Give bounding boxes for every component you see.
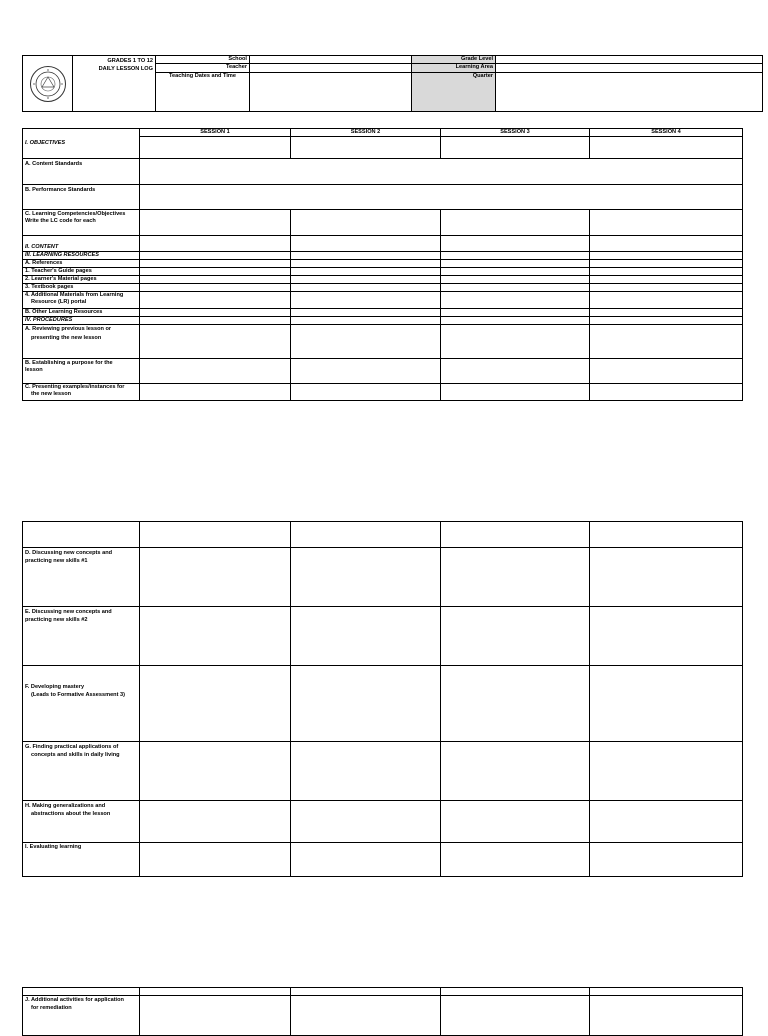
procedures-s4[interactable] <box>590 317 743 325</box>
grade-level-label: Grade Level <box>412 56 496 64</box>
additional-line-2: Resource (LR) portal <box>31 299 87 305</box>
procedure-f-line-1: F. Developing mastery <box>25 684 85 690</box>
resources-s4[interactable] <box>590 252 743 260</box>
deped-seal-cell <box>23 56 73 112</box>
objectives-label: I. OBJECTIVES <box>23 129 140 159</box>
session-4-header: SESSION 4 <box>590 129 743 137</box>
procedure-a-s2[interactable] <box>291 325 441 359</box>
dates-label: Teaching Dates and Time <box>156 72 250 111</box>
competencies-line-1: C. Learning Competencies/Objectives <box>25 211 126 217</box>
learning-area-label: Learning Area <box>412 64 496 72</box>
procedure-g-label <box>23 742 140 801</box>
procedure-b-s3[interactable] <box>441 359 590 384</box>
procedure-c-s4[interactable] <box>590 384 743 401</box>
procedure-a-s1[interactable] <box>140 325 291 359</box>
references-s3[interactable] <box>441 260 590 268</box>
procedure-g-s1[interactable] <box>140 742 291 801</box>
performance-standards-field[interactable] <box>140 185 743 210</box>
procedure-h-s1[interactable] <box>140 801 291 843</box>
resources-s3[interactable] <box>441 252 590 260</box>
procedure-b-line-2: lesson <box>25 367 43 373</box>
content-s4[interactable] <box>590 236 743 252</box>
procedure-b-s4[interactable] <box>590 359 743 384</box>
procedures-s1[interactable] <box>140 317 291 325</box>
procedure-f-line-2: (Leads to Formative Assessment 3) <box>31 692 125 698</box>
additional-s2[interactable] <box>291 292 441 309</box>
objectives-s3[interactable] <box>441 137 590 159</box>
objectives-s4[interactable] <box>590 137 743 159</box>
procedure-c-s2[interactable] <box>291 384 441 401</box>
procedure-a-s4[interactable] <box>590 325 743 359</box>
resources-s1[interactable] <box>140 252 291 260</box>
other-resources-label: B. Other Learning Resources <box>23 309 140 317</box>
procedure-i-s2[interactable] <box>291 843 441 877</box>
teachers-guide-s3[interactable] <box>441 268 590 276</box>
procedure-b-line-1: B. Establishing a purpose for the <box>25 360 113 366</box>
procedure-d-s1[interactable] <box>140 548 291 607</box>
procedure-f-s1[interactable] <box>140 666 291 742</box>
competencies-s3[interactable] <box>441 210 590 236</box>
procedures-s2[interactable] <box>291 317 441 325</box>
performance-standards-label: B. Performance Standards <box>23 185 140 210</box>
content-s1[interactable] <box>140 236 291 252</box>
teachers-guide-s4[interactable] <box>590 268 743 276</box>
other-resources-s4[interactable] <box>590 309 743 317</box>
lesson-table-3 <box>22 987 743 1036</box>
textbook-s1[interactable] <box>140 284 291 292</box>
procedure-f-s3[interactable] <box>441 666 590 742</box>
procedures-label: IV. PROCEDURES <box>23 317 140 325</box>
competencies-label <box>23 210 140 236</box>
lesson-log-title <box>73 56 156 112</box>
continuation-s4[interactable] <box>590 522 743 548</box>
procedure-d-s3[interactable] <box>441 548 590 607</box>
procedure-d-s2[interactable] <box>291 548 441 607</box>
lesson-table-2 <box>22 521 743 877</box>
other-resources-s1[interactable] <box>140 309 291 317</box>
textbook-s4[interactable] <box>590 284 743 292</box>
content-s3[interactable] <box>441 236 590 252</box>
quarter-label: Quarter <box>412 72 496 111</box>
textbook-label: 3. Textbook pages <box>23 284 140 292</box>
procedure-e-s3[interactable] <box>441 607 590 666</box>
procedure-h-s2[interactable] <box>291 801 441 843</box>
procedure-c-s1[interactable] <box>140 384 291 401</box>
quarter-field[interactable] <box>496 72 763 111</box>
procedure-j-s1[interactable] <box>140 996 291 1036</box>
learners-material-s4[interactable] <box>590 276 743 284</box>
procedure-h-s3[interactable] <box>441 801 590 843</box>
additional-s4[interactable] <box>590 292 743 309</box>
competencies-s2[interactable] <box>291 210 441 236</box>
additional-line-1: 4. Additional Materials from Learning <box>25 292 124 298</box>
title-line-1: GRADES 1 TO 12 <box>107 58 153 64</box>
textbook-s3[interactable] <box>441 284 590 292</box>
learning-resources-label: III. LEARNING RESOURCES <box>23 252 140 260</box>
procedure-h-s4[interactable] <box>590 801 743 843</box>
grade-level-field[interactable] <box>496 56 763 64</box>
table-3-header-s4[interactable] <box>590 988 743 996</box>
procedure-b-s2[interactable] <box>291 359 441 384</box>
content-label: II. CONTENT <box>23 236 140 252</box>
procedure-b-label <box>23 359 140 384</box>
content-s2[interactable] <box>291 236 441 252</box>
header-table <box>22 55 763 112</box>
lesson-table-1 <box>22 128 743 401</box>
procedure-c-s3[interactable] <box>441 384 590 401</box>
teacher-field[interactable] <box>250 64 412 72</box>
title-line-2: DAILY LESSON LOG <box>98 66 153 72</box>
procedure-i-s3[interactable] <box>441 843 590 877</box>
content-standards-label: A. Content Standards <box>23 159 140 185</box>
procedure-j-line-1: J. Additional activities for application <box>25 997 124 1003</box>
session-1-header: SESSION 1 <box>140 129 291 137</box>
procedure-f-s2[interactable] <box>291 666 441 742</box>
procedure-c-line-2: the new lesson <box>31 391 72 397</box>
procedure-a-label <box>23 325 140 359</box>
references-s1[interactable] <box>140 260 291 268</box>
objectives-s2[interactable] <box>291 137 441 159</box>
procedure-j-label <box>23 996 140 1036</box>
procedure-d-line-1: D. Discussing new concepts and <box>25 550 113 556</box>
additional-materials-label <box>23 292 140 309</box>
competencies-line-2: Write the LC code for each <box>25 218 96 224</box>
references-s2[interactable] <box>291 260 441 268</box>
table-3-header-label <box>23 988 140 996</box>
procedure-j-s4[interactable] <box>590 996 743 1036</box>
procedure-d-line-2: practicing new skills #1 <box>25 558 88 564</box>
table-3-header-s3[interactable] <box>441 988 590 996</box>
procedure-f-s4[interactable] <box>590 666 743 742</box>
procedure-j-s3[interactable] <box>441 996 590 1036</box>
learners-material-label: 2. Learner's Material pages <box>23 276 140 284</box>
procedure-f-label <box>23 666 140 742</box>
competencies-s1[interactable] <box>140 210 291 236</box>
deped-seal-icon <box>29 65 67 103</box>
procedures-s3[interactable] <box>441 317 590 325</box>
other-resources-s3[interactable] <box>441 309 590 317</box>
procedure-g-s3[interactable] <box>441 742 590 801</box>
continuation-s3[interactable] <box>441 522 590 548</box>
references-s4[interactable] <box>590 260 743 268</box>
references-label: A. References <box>23 260 140 268</box>
learners-material-s2[interactable] <box>291 276 441 284</box>
textbook-s2[interactable] <box>291 284 441 292</box>
procedure-i-label: I. Evaluating learning <box>23 843 140 877</box>
procedure-e-s4[interactable] <box>590 607 743 666</box>
procedure-j-s2[interactable] <box>291 996 441 1036</box>
table-3-header-s2[interactable] <box>291 988 441 996</box>
continuation-label <box>23 522 140 548</box>
procedure-h-line-1: H. Making generalizations and <box>25 803 106 809</box>
dates-field[interactable] <box>250 72 412 111</box>
procedure-c-label <box>23 384 140 401</box>
learners-material-s1[interactable] <box>140 276 291 284</box>
procedure-d-s4[interactable] <box>590 548 743 607</box>
procedure-a-line-2: presenting the new lesson <box>31 335 102 341</box>
teachers-guide-label: 1. Teacher's Guide pages <box>23 268 140 276</box>
additional-s3[interactable] <box>441 292 590 309</box>
procedure-a-line-1: A. Reviewing previous lesson or <box>25 326 112 332</box>
continuation-s1[interactable] <box>140 522 291 548</box>
procedure-e-s2[interactable] <box>291 607 441 666</box>
teachers-guide-s1[interactable] <box>140 268 291 276</box>
procedure-h-label <box>23 801 140 843</box>
procedure-g-line-1: G. Finding practical applications of <box>25 744 119 750</box>
procedure-e-line-2: practicing new skills #2 <box>25 617 88 623</box>
resources-s2[interactable] <box>291 252 441 260</box>
table-3-header-s1[interactable] <box>140 988 291 996</box>
procedure-g-s2[interactable] <box>291 742 441 801</box>
procedure-e-s1[interactable] <box>140 607 291 666</box>
competencies-s4[interactable] <box>590 210 743 236</box>
learning-area-field[interactable] <box>496 64 763 72</box>
objectives-s1[interactable] <box>140 137 291 159</box>
teacher-label: Teacher <box>156 64 250 72</box>
procedure-h-line-2: abstractions about the lesson <box>31 811 111 817</box>
procedure-g-s4[interactable] <box>590 742 743 801</box>
procedure-e-line-1: E. Discussing new concepts and <box>25 609 112 615</box>
school-field[interactable] <box>250 56 412 64</box>
procedure-e-label <box>23 607 140 666</box>
procedure-a-s3[interactable] <box>441 325 590 359</box>
additional-s1[interactable] <box>140 292 291 309</box>
content-standards-field[interactable] <box>140 159 743 185</box>
other-resources-s2[interactable] <box>291 309 441 317</box>
procedure-b-s1[interactable] <box>140 359 291 384</box>
procedure-i-s1[interactable] <box>140 843 291 877</box>
teachers-guide-s2[interactable] <box>291 268 441 276</box>
procedure-d-label <box>23 548 140 607</box>
continuation-s2[interactable] <box>291 522 441 548</box>
session-3-header: SESSION 3 <box>441 129 590 137</box>
procedure-i-s4[interactable] <box>590 843 743 877</box>
learners-material-s3[interactable] <box>441 276 590 284</box>
session-2-header: SESSION 2 <box>291 129 441 137</box>
procedure-g-line-2: concepts and skills in daily living <box>31 752 120 758</box>
procedure-c-line-1: C. Presenting examples/instances for <box>25 384 125 390</box>
procedure-j-line-2: for remediation <box>31 1005 72 1011</box>
school-label: School <box>156 56 250 64</box>
